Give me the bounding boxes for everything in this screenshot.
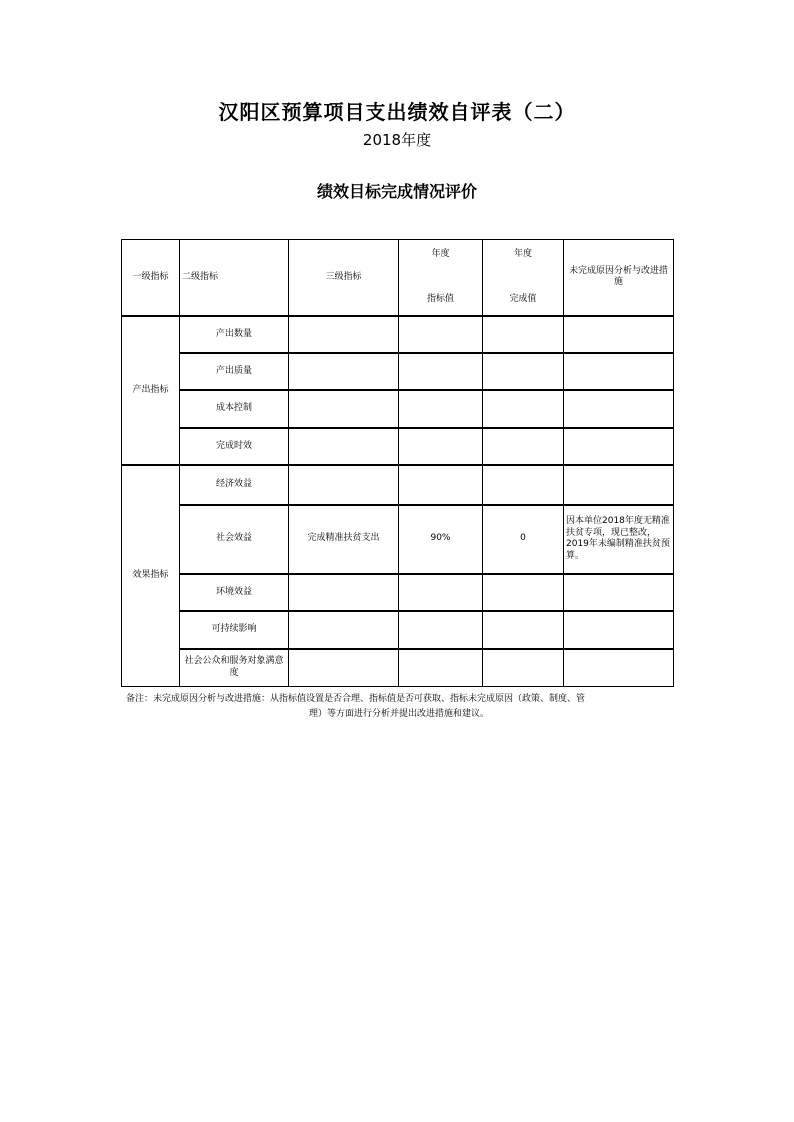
table-row: [122, 390, 674, 428]
social-reason: 因本单位2018年度无精准扶贫专项，现已整改，2019年未编制精准扶贫预算。: [564, 505, 674, 574]
table-row: [122, 353, 674, 390]
header-target-top: 年度: [431, 249, 450, 260]
header-target: [399, 240, 483, 316]
group-output: 产出指标: [122, 316, 180, 466]
footnote-line1: 备注：未完成原因分析与改进措施：从指标值设置是否合理、指标值是否可获取、指标未完成原因（政策、制度、管: [126, 694, 586, 704]
row-output-quality: 产出质量: [180, 353, 289, 390]
table-row: [122, 574, 674, 611]
report-year: 2018年度: [362, 131, 432, 149]
header-actual-bottom: 完成值: [509, 293, 537, 304]
header-target-bottom: 指标值: [426, 293, 454, 304]
table-row: [122, 611, 674, 649]
table-row: [122, 465, 674, 504]
performance-table: [121, 239, 674, 687]
group-effect: 效果指标: [122, 465, 180, 686]
social-target: 90%: [399, 505, 483, 574]
row-timeliness: 完成时效: [180, 428, 289, 465]
header-level2: 二级指标: [180, 240, 289, 316]
header-level1: 一级指标: [122, 240, 180, 316]
section-title: 绩效目标完成情况评价: [316, 182, 477, 201]
row-cost-control: 成本控制: [180, 390, 289, 428]
social-actual: 0: [483, 505, 564, 574]
row-economic: 经济效益: [180, 465, 289, 504]
footnote-line2: 理）等方面进行分析并提出改进措施和建议。: [308, 709, 489, 719]
table-row: [122, 428, 674, 465]
table-row: [122, 649, 674, 686]
row-output-quantity: 产出数量: [180, 316, 289, 353]
table-row: [122, 505, 674, 574]
header-reason: 未完成原因分析与改进措施: [564, 240, 674, 316]
header-actual-top: 年度: [513, 249, 532, 260]
page-title: 汉阳区预算项目支出绩效自评表（二）: [218, 100, 576, 124]
row-sustainable: 可持续影响: [180, 611, 289, 649]
table-row: [122, 316, 674, 353]
row-social: 社会效益: [180, 505, 289, 574]
header-level3: 三级指标: [289, 240, 399, 316]
row-satisfaction: 社会公众和服务对象满意度: [180, 649, 289, 686]
table-header-row: [122, 240, 674, 316]
row-environment: 环境效益: [180, 574, 289, 611]
footnote: [126, 692, 672, 722]
header-actual: [483, 240, 564, 316]
social-level3: 完成精准扶贫支出: [289, 505, 399, 574]
